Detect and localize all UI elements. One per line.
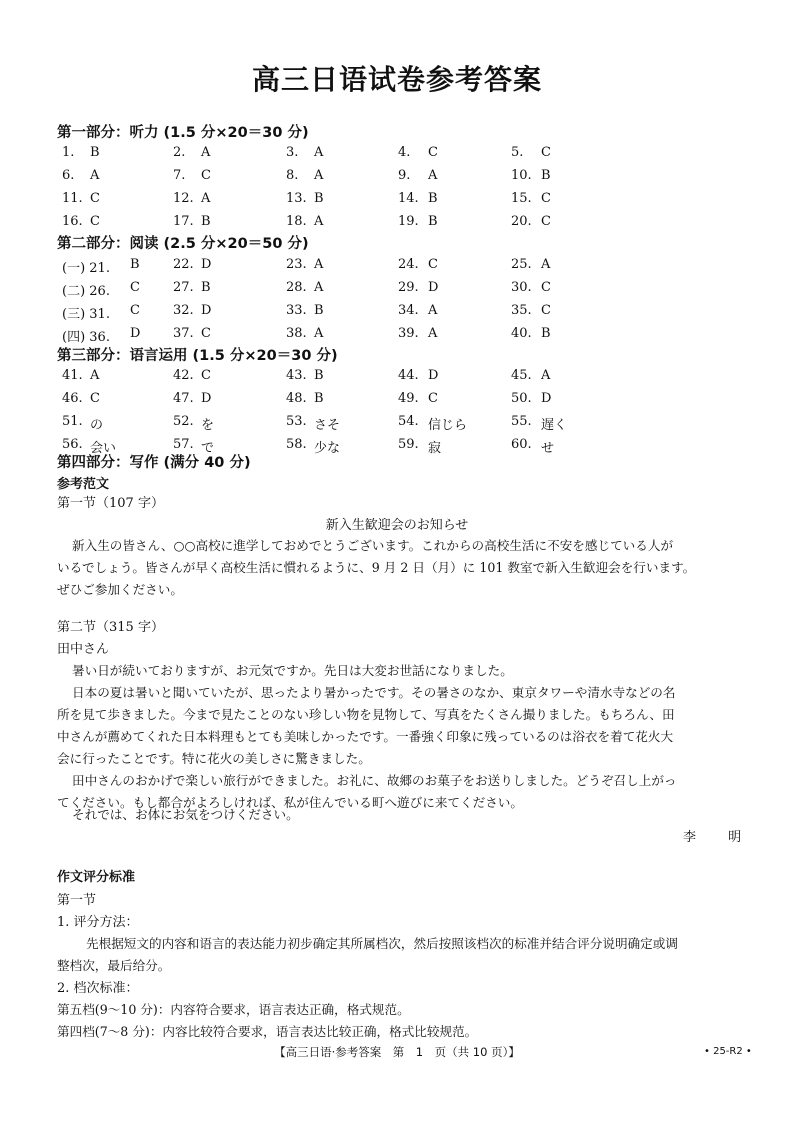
answer-item <box>173 437 215 456</box>
question-number: 9. <box>398 168 411 183</box>
answer-value: B <box>428 214 438 229</box>
criteria-level: 第五档(9～10 分)：内容符合要求，语言表达正确，格式规范。 <box>57 1002 410 1017</box>
answer-item <box>286 168 324 183</box>
answer-value: C <box>90 191 100 206</box>
answer-row <box>0 257 794 277</box>
letter-line: 日本の夏は暑いと聞いていたが、思ったより暑かったです。その暑さのなか、東京タワーや清水寺などの名 <box>72 685 676 700</box>
answer-value: A <box>314 168 324 183</box>
answer-value: A <box>90 168 100 183</box>
page-title: 高三日语试卷参考答案 <box>251 63 542 96</box>
question-number: 32. <box>173 303 194 318</box>
answer-item <box>62 214 100 229</box>
answer-row <box>0 391 794 411</box>
answer-item <box>173 168 211 183</box>
answer-item <box>511 257 551 272</box>
answer-item <box>286 437 341 456</box>
question-number: 48. <box>286 391 307 406</box>
answer-value: せ <box>541 441 555 456</box>
answer-value: 会い <box>90 441 117 456</box>
question-number: 52. <box>173 414 194 429</box>
answer-value: B <box>314 303 324 318</box>
answer-item <box>286 391 324 406</box>
answer-item <box>398 280 439 295</box>
answer-value: A <box>314 257 324 272</box>
answer-value: A <box>314 280 324 295</box>
answer-value: C <box>541 303 551 318</box>
answer-item <box>511 326 551 341</box>
answer-value: を <box>201 418 215 433</box>
answer-value: A <box>314 145 324 160</box>
criteria-section-label: 第一节 <box>57 893 97 908</box>
answer-item <box>62 326 141 345</box>
question-number: 37. <box>173 326 194 341</box>
question-number: 43. <box>286 368 307 383</box>
question-number: 1. <box>62 145 75 160</box>
letter-line: 所を見て歩きました。今まで見たことのない珍しい物を見物して、写真をたくさん撮りました。もちろん、田 <box>57 707 675 722</box>
answer-value: C <box>428 145 438 160</box>
question-number: 2. <box>173 145 186 160</box>
question-number: 24. <box>398 257 419 272</box>
answer-value: 寂 <box>428 441 442 456</box>
question-number: (四) 36. <box>62 330 110 345</box>
answer-item <box>398 368 439 383</box>
question-number: 16. <box>62 214 83 229</box>
answer-item <box>511 168 551 183</box>
question-number: 47. <box>173 391 194 406</box>
answer-item <box>398 145 438 160</box>
question-number: 59. <box>398 437 419 452</box>
answer-value: D <box>201 257 212 272</box>
question-number: 3. <box>286 145 299 160</box>
question-number: 18. <box>286 214 307 229</box>
answer-item <box>62 437 117 456</box>
answer-value: A <box>314 214 324 229</box>
answer-item <box>398 326 438 341</box>
answer-item <box>511 437 555 456</box>
question-number: 29. <box>398 280 419 295</box>
answer-item <box>173 391 212 406</box>
answer-value: 信じら <box>428 418 468 433</box>
answer-value: A <box>541 368 551 383</box>
question-number: 41. <box>62 368 83 383</box>
letter-line: 中さんが薦めてくれた日本料理もとても美味しかったです。一番強く印象に残っているのは浴衣を着て花火大 <box>57 729 674 744</box>
answer-row <box>0 168 794 188</box>
question-number: (三) 31. <box>62 307 110 322</box>
question-number: 54. <box>398 414 419 429</box>
section1-line: 新入生の皆さん、○○高校に進学しておめでとうございます。これからの高校生活に不安を感じている人が <box>72 538 674 553</box>
criteria-method-label: 1. 评分方法： <box>57 915 139 930</box>
question-number: 55. <box>511 414 532 429</box>
answer-item <box>62 303 140 322</box>
answer-item <box>173 414 215 433</box>
answer-value: A <box>201 191 211 206</box>
answer-item <box>511 191 551 206</box>
answer-row <box>0 303 794 323</box>
answer-value: A <box>428 168 438 183</box>
question-number: 17. <box>173 214 194 229</box>
answer-value: B <box>314 368 324 383</box>
answer-value: の <box>90 418 104 433</box>
question-number: 57. <box>173 437 194 452</box>
answer-value: C <box>130 303 140 318</box>
answer-value: C <box>428 257 438 272</box>
question-number: 12. <box>173 191 194 206</box>
answer-value: C <box>130 280 140 295</box>
answer-item <box>286 326 324 341</box>
answer-value: C <box>541 191 551 206</box>
answer-value: A <box>541 257 551 272</box>
answer-value: B <box>201 280 211 295</box>
answer-value: B <box>541 168 551 183</box>
answer-value: A <box>428 326 438 341</box>
answer-value: 遅く <box>541 418 568 433</box>
answer-value: D <box>130 326 141 341</box>
answer-row <box>0 214 794 234</box>
answer-value: B <box>314 391 324 406</box>
answer-item <box>511 368 551 383</box>
question-number: 33. <box>286 303 307 318</box>
answer-item <box>173 145 211 160</box>
answer-item <box>286 280 324 295</box>
question-number: 56. <box>62 437 83 452</box>
answer-item <box>62 280 140 299</box>
criteria-method-line: 先根据短文的内容和语言的表达能力初步确定其所属档次，然后按照该档次的标准并结合评分说明确定或调 <box>86 936 678 951</box>
answer-value: C <box>201 168 211 183</box>
question-number: 46. <box>62 391 83 406</box>
question-number: 58. <box>286 437 307 452</box>
question-number: 51. <box>62 414 83 429</box>
answer-item <box>511 303 551 318</box>
question-number: 30. <box>511 280 532 295</box>
answer-value: D <box>201 303 212 318</box>
answer-item <box>173 214 211 229</box>
answer-item <box>286 214 324 229</box>
answer-value: C <box>541 145 551 160</box>
answer-item <box>62 414 104 433</box>
question-number: 10. <box>511 168 532 183</box>
question-number: 20. <box>511 214 532 229</box>
question-number: 28. <box>286 280 307 295</box>
answer-value: A <box>90 368 100 383</box>
question-number: 35. <box>511 303 532 318</box>
letter-signature: 李 明 <box>683 830 756 845</box>
answer-value: B <box>90 145 100 160</box>
answer-item <box>173 326 211 341</box>
criteria-level: 第四档(7～8 分)：内容比较符合要求，语言表达比较正确，格式比较规范。 <box>57 1024 478 1039</box>
question-number: 19. <box>398 214 419 229</box>
answer-value: A <box>314 326 324 341</box>
answer-value: B <box>201 214 211 229</box>
answer-item <box>286 414 341 433</box>
part2-heading: 第二部分：阅读 (2.5 分×20＝50 分) <box>57 236 309 252</box>
question-number: 45. <box>511 368 532 383</box>
criteria-levels-label: 2. 档次标准： <box>57 981 139 996</box>
answer-value: B <box>541 326 551 341</box>
question-number: 13. <box>286 191 307 206</box>
answer-value: C <box>201 326 211 341</box>
answer-item <box>62 168 100 183</box>
letter-line: 暑い日が続いておりますが、お元気ですか。先日は大変お世話になりました。 <box>72 663 513 678</box>
answer-item <box>511 414 568 433</box>
question-number: 25. <box>511 257 532 272</box>
answer-value: C <box>201 368 211 383</box>
letter-line: 田中さんのおかげで楽しい旅行ができました。お礼に、故郷のお菓子をお送りしました。どうぞ召し上がっ <box>72 773 677 788</box>
answer-item <box>398 437 442 456</box>
question-number: (一) 21. <box>62 261 110 276</box>
answer-item <box>511 391 552 406</box>
answer-item <box>286 145 324 160</box>
question-number: 4. <box>398 145 411 160</box>
part3-heading: 第三部分：语言运用 (1.5 分×20＝30 分) <box>57 348 338 364</box>
question-number: 6. <box>62 168 75 183</box>
question-number: 49. <box>398 391 419 406</box>
question-number: 23. <box>286 257 307 272</box>
letter-line: てください。もし都合がよろしければ、私が住んでいる町へ遊びに来てください。 <box>57 795 523 810</box>
sample-essay-label: 参考范文 <box>57 477 110 492</box>
answer-item <box>511 214 551 229</box>
answer-value: C <box>541 214 551 229</box>
section2-label: 第二节（315 字） <box>57 620 164 635</box>
answer-value: C <box>90 391 100 406</box>
question-number: 8. <box>286 168 299 183</box>
answer-value: 少な <box>314 441 341 456</box>
answer-row <box>0 326 794 346</box>
section1-label: 第一节（107 字） <box>57 496 164 511</box>
question-number: 50. <box>511 391 532 406</box>
answer-item <box>398 191 438 206</box>
footer-page-info: 【高三日语·参考答案 第 1 页（共 10 页）】 <box>274 1045 520 1059</box>
answer-item <box>62 368 100 383</box>
answer-value: A <box>201 145 211 160</box>
answer-value: B <box>314 191 324 206</box>
answer-value: D <box>541 391 552 406</box>
answer-item <box>511 280 551 295</box>
answer-item <box>286 191 324 206</box>
letter-line: それでは、お体にお気をつけください。 <box>72 807 299 822</box>
answer-row <box>0 414 794 434</box>
answer-value: C <box>541 280 551 295</box>
answer-value: D <box>428 280 439 295</box>
answer-item <box>398 303 438 318</box>
answer-row <box>0 191 794 211</box>
answer-item <box>398 214 438 229</box>
answer-row <box>0 145 794 165</box>
question-number: 5. <box>511 145 524 160</box>
question-number: 22. <box>173 257 194 272</box>
answer-item <box>398 391 438 406</box>
question-number: 14. <box>398 191 419 206</box>
answer-item <box>398 257 438 272</box>
question-number: 39. <box>398 326 419 341</box>
answer-item <box>173 191 211 206</box>
question-number: 34. <box>398 303 419 318</box>
answer-item <box>398 168 438 183</box>
answer-row <box>0 280 794 300</box>
question-number: 11. <box>62 191 83 206</box>
part4-heading: 第四部分：写作 (满分 40 分) <box>57 455 251 471</box>
answer-value: D <box>201 391 212 406</box>
letter-line: 会に行ったことです。特に花火の美しさに驚きました。 <box>57 751 371 766</box>
answer-row <box>0 368 794 388</box>
question-number: 53. <box>286 414 307 429</box>
answer-value: A <box>428 303 438 318</box>
answer-value: B <box>130 257 140 272</box>
answer-item <box>398 414 468 433</box>
question-number: 44. <box>398 368 419 383</box>
answer-item <box>511 145 551 160</box>
question-number: 60. <box>511 437 532 452</box>
question-number: (二) 26. <box>62 284 110 299</box>
answer-value: D <box>428 368 439 383</box>
answer-value: C <box>90 214 100 229</box>
criteria-method-line: 整档次，最后给分。 <box>57 958 171 973</box>
answer-value: C <box>428 391 438 406</box>
question-number: 15. <box>511 191 532 206</box>
answer-value: さそ <box>314 418 341 433</box>
question-number: 38. <box>286 326 307 341</box>
answer-item <box>62 257 140 276</box>
answer-item <box>62 391 100 406</box>
answer-item <box>62 191 100 206</box>
question-number: 42. <box>173 368 194 383</box>
part1-heading: 第一部分：听力 (1.5 分×20＝30 分) <box>57 125 309 141</box>
footer-code: • 25-R2 • <box>704 1046 752 1057</box>
question-number: 40. <box>511 326 532 341</box>
question-number: 27. <box>173 280 194 295</box>
answer-item <box>173 303 212 318</box>
answer-item <box>62 145 100 160</box>
section1-line: いるでしょう。皆さんが早く高校生活に慣れるように、9 月 2 日（月）に 101 教室で新入生歓迎会を行います。 <box>57 560 696 575</box>
section1-line: ぜひご参加ください。 <box>57 582 183 597</box>
answer-item <box>286 257 324 272</box>
question-number: 7. <box>173 168 186 183</box>
criteria-heading: 作文评分标准 <box>57 870 136 885</box>
answer-item <box>173 280 211 295</box>
answer-value: B <box>428 191 438 206</box>
answer-item <box>286 303 324 318</box>
answer-item <box>173 257 212 272</box>
answer-item <box>173 368 211 383</box>
notice-title: 新入生歓迎会のお知らせ <box>325 518 469 533</box>
answer-value: で <box>201 441 215 456</box>
answer-item <box>286 368 324 383</box>
letter-addressee: 田中さん <box>57 642 110 657</box>
